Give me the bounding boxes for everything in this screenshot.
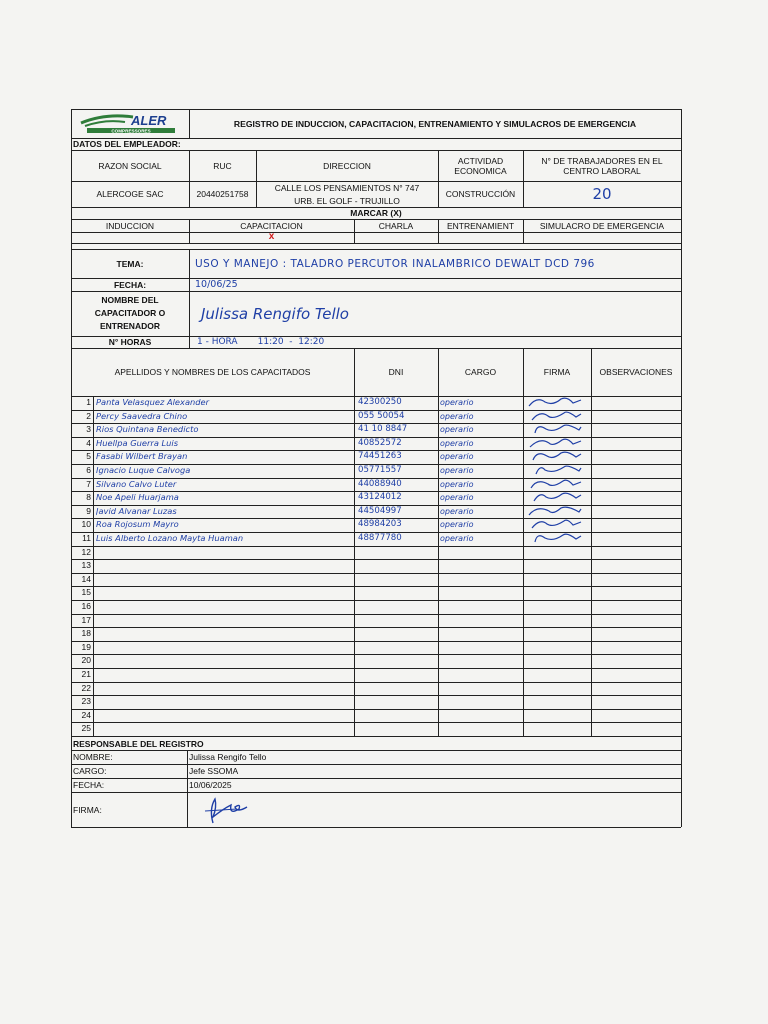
row-number: 6 — [86, 465, 91, 475]
logo-subtext: COMPRESSORES — [111, 128, 151, 134]
row-number: 4 — [86, 437, 91, 448]
grid-hline — [71, 291, 681, 292]
grid-hline — [71, 573, 681, 574]
attendee-name: Rios Quintana Benedicto — [96, 424, 199, 435]
grid-hline — [71, 614, 681, 615]
grid-vline — [354, 348, 355, 736]
grid-hline — [71, 627, 681, 628]
attendee-dni: 42300250 — [358, 397, 402, 407]
attendee-cargo: operario — [440, 438, 474, 448]
attendee-cargo: operario — [440, 452, 474, 462]
row-number: 13 — [81, 560, 91, 571]
grid-hline — [71, 219, 681, 220]
grid-hline — [71, 750, 681, 751]
grid-hline — [71, 695, 681, 696]
grid-hline — [71, 654, 681, 655]
attendee-name: Panta Velasquez Alexander — [96, 397, 210, 407]
attendee-name: Ignacio Luque Calvoga — [96, 465, 191, 475]
attendee-dni: 48984203 — [358, 519, 402, 530]
attendee-name: Silvano Calvo Luter — [96, 478, 177, 489]
value-direccion-line2: URB. EL GOLF - TRUJILLO — [294, 195, 400, 206]
grid-vline — [438, 150, 439, 207]
tema-label: TEMA: — [116, 258, 144, 269]
grid-hline — [71, 278, 681, 279]
grid-hline — [71, 437, 681, 438]
row-number: 21 — [81, 669, 91, 679]
row-number: 2 — [86, 410, 91, 421]
responsable-section-label: RESPONSABLE DEL REGISTRO — [73, 738, 204, 749]
attendee-dni: 40852572 — [358, 437, 402, 448]
value-direccion-line1: CALLE LOS PENSAMIENTOS N° 747 — [274, 182, 420, 193]
marcar-label: MARCAR (X) — [350, 208, 402, 218]
attendee-cargo: operario — [440, 466, 474, 475]
responsable-cargo-label: CARGO: — [73, 766, 107, 776]
header-actividad: ACTIVIDAD ECONOMICA — [454, 155, 507, 176]
attendee-cargo: operario — [440, 520, 474, 530]
row-number: 15 — [81, 587, 91, 598]
row-number: 12 — [81, 546, 91, 557]
attendee-dni: 055 50054 — [358, 410, 405, 421]
grid-hline — [71, 827, 681, 828]
responsable-cargo-value: Jefe SSOMA — [189, 766, 239, 776]
attendee-name: Fasabi Wilbert Brayan — [96, 451, 188, 462]
grid-vline — [591, 348, 592, 736]
value-ruc: 20440251758 — [196, 189, 249, 199]
option-capacitacion: CAPACITACION — [240, 220, 303, 231]
grid-hline — [71, 764, 681, 765]
attendee-cargo: operario — [440, 398, 474, 407]
attendee-cargo: operario — [440, 506, 474, 516]
row-number: 17 — [81, 614, 91, 625]
attendee-cargo: operario — [440, 411, 474, 421]
attendee-name: Noe Apeli Huarjama — [96, 492, 179, 503]
grid-hline — [71, 709, 681, 710]
grid-hline — [71, 546, 681, 547]
grid-vline — [523, 219, 524, 243]
row-number: 23 — [81, 696, 91, 707]
attendee-dni: 74451263 — [358, 451, 402, 462]
row-number: 7 — [86, 478, 91, 489]
grid-hline — [71, 249, 681, 250]
grid-hline — [71, 348, 681, 349]
grid-hline — [71, 478, 681, 479]
responsable-nombre-label: NOMBRE: — [73, 752, 113, 762]
fecha-label: FECHA: — [113, 279, 147, 290]
attendee-name: Luis Alberto Lozano Mayta Huaman — [96, 533, 244, 543]
attendee-dni: 44504997 — [358, 505, 402, 516]
header-trabajadores: N° DE TRABAJADORES EN EL CENTRO LABORAL — [541, 155, 663, 176]
header-dni: DNI — [388, 367, 404, 377]
grid-lines — [71, 109, 681, 827]
grid-hline — [71, 682, 681, 683]
form-title: REGISTRO DE INDUCCION, CAPACITACION, ENTRENAMIENTO Y SIMULACROS DE EMERGENCIA — [233, 118, 637, 129]
grid-vline — [438, 348, 439, 736]
capacitacion-mark: x — [268, 231, 275, 242]
grid-hline — [71, 207, 681, 208]
attendee-name: Javid Alvanar Luzas — [96, 505, 177, 516]
employer-section-label: DATOS DEL EMPLEADOR: — [73, 139, 181, 149]
header-direccion: DIRECCION — [323, 160, 371, 171]
responsable-firma-label: FIRMA: — [73, 804, 102, 815]
capacitador-label: NOMBRE DEL CAPACITADOR O ENTRENADOR — [94, 295, 166, 331]
grid-hline — [71, 586, 681, 587]
value-actividad: CONSTRUCCIÓN — [445, 189, 516, 199]
grid-hline — [71, 138, 681, 139]
grid-vline — [256, 150, 257, 207]
horas-label: N° HORAS — [108, 337, 152, 347]
horas-value: 1 - HORA 11:20 - 12:20 — [197, 337, 325, 347]
attendee-dni: 05771557 — [358, 465, 402, 475]
grid-hline — [71, 396, 681, 397]
attendee-dni: 41 10 8847 — [358, 424, 408, 435]
row-number: 11 — [82, 533, 91, 543]
grid-vline — [187, 750, 188, 827]
attendee-cargo: operario — [440, 493, 474, 503]
grid-hline — [71, 641, 681, 642]
fecha-value: 10/06/25 — [195, 278, 238, 290]
row-number: 22 — [81, 682, 91, 693]
capacitador-value: Julissa Rengifo Tello — [201, 304, 349, 323]
row-number: 24 — [81, 709, 91, 720]
logo-text: ALER — [131, 113, 167, 128]
grid-hline — [71, 559, 681, 560]
grid-vline — [189, 219, 190, 243]
row-number: 9 — [86, 505, 91, 516]
grid-vline — [189, 249, 190, 348]
grid-hline — [71, 668, 681, 669]
responsable-fecha-value: 10/06/2025 — [189, 780, 232, 790]
grid-hline — [71, 450, 681, 451]
attendee-cargo: operario — [440, 534, 474, 543]
grid-hline — [71, 464, 681, 465]
row-number: 20 — [81, 655, 91, 666]
option-induccion: INDUCCION — [105, 220, 155, 231]
attendee-dni: 44088940 — [358, 478, 402, 489]
grid-hline — [71, 736, 681, 737]
responsable-fecha-label: FECHA: — [73, 780, 105, 790]
grid-vline — [189, 109, 190, 138]
header-nombres: APELLIDOS Y NOMBRES DE LOS CAPACITADOS — [114, 367, 311, 377]
grid-hline — [71, 518, 681, 519]
grid-hline — [71, 410, 681, 411]
grid-hline — [71, 505, 681, 506]
attendee-name: Huellpa Guerra Luis — [96, 437, 179, 448]
attendee-dni: 43124012 — [358, 492, 402, 503]
grid-vline — [71, 109, 72, 827]
grid-hline — [71, 336, 681, 337]
tema-value: USO Y MANEJO : TALADRO PERCUTOR INALAMBRICO DEWALT DCD 796 — [195, 257, 595, 270]
row-number: 19 — [81, 641, 91, 652]
option-simulacro: SIMULACRO DE EMERGENCIA — [539, 220, 665, 231]
grid-vline — [438, 219, 439, 243]
option-entrenamiento: ENTRENAMIENT — [446, 220, 515, 231]
grid-vline — [523, 348, 524, 736]
grid-vline — [189, 150, 190, 207]
grid-hline — [71, 181, 681, 182]
attendee-cargo: operario — [440, 479, 474, 489]
grid-hline — [71, 532, 681, 533]
grid-hline — [71, 109, 681, 110]
header-ruc: RUC — [213, 160, 232, 171]
row-number: 1 — [86, 397, 91, 407]
attendee-name: Roa Rojosum Mayro — [96, 519, 179, 530]
row-number: 3 — [86, 424, 91, 435]
value-trabajadores: 20 — [592, 185, 612, 203]
attendee-name: Percy Saavedra Chino — [96, 410, 188, 421]
form-sheet — [71, 109, 681, 827]
row-number: 5 — [86, 451, 91, 462]
grid-vline — [93, 396, 94, 736]
grid-hline — [71, 792, 681, 793]
responsable-nombre-value: Julissa Rengifo Tello — [189, 752, 267, 762]
grid-hline — [71, 150, 681, 151]
row-number: 8 — [86, 492, 91, 503]
header-razon-social: RAZON SOCIAL — [98, 160, 162, 171]
option-charla: CHARLA — [378, 220, 414, 231]
grid-hline — [71, 423, 681, 424]
row-number: 16 — [81, 601, 91, 611]
attendee-dni: 48877780 — [358, 533, 402, 543]
grid-hline — [71, 778, 681, 779]
header-firma: FIRMA — [543, 367, 571, 377]
grid-hline — [71, 600, 681, 601]
row-number: 10 — [81, 519, 91, 530]
grid-hline — [71, 491, 681, 492]
grid-vline — [681, 109, 682, 827]
attendee-cargo: operario — [440, 425, 474, 435]
grid-vline — [354, 219, 355, 243]
row-number: 14 — [81, 573, 91, 584]
grid-hline — [71, 232, 681, 233]
row-number: 18 — [81, 628, 91, 639]
value-razon-social: ALERCOGE SAC — [96, 189, 164, 199]
grid-hline — [71, 243, 681, 244]
grid-vline — [523, 150, 524, 207]
header-cargo: CARGO — [464, 367, 497, 377]
header-observaciones: OBSERVACIONES — [599, 367, 673, 377]
grid-hline — [71, 722, 681, 723]
row-number: 25 — [81, 723, 91, 734]
